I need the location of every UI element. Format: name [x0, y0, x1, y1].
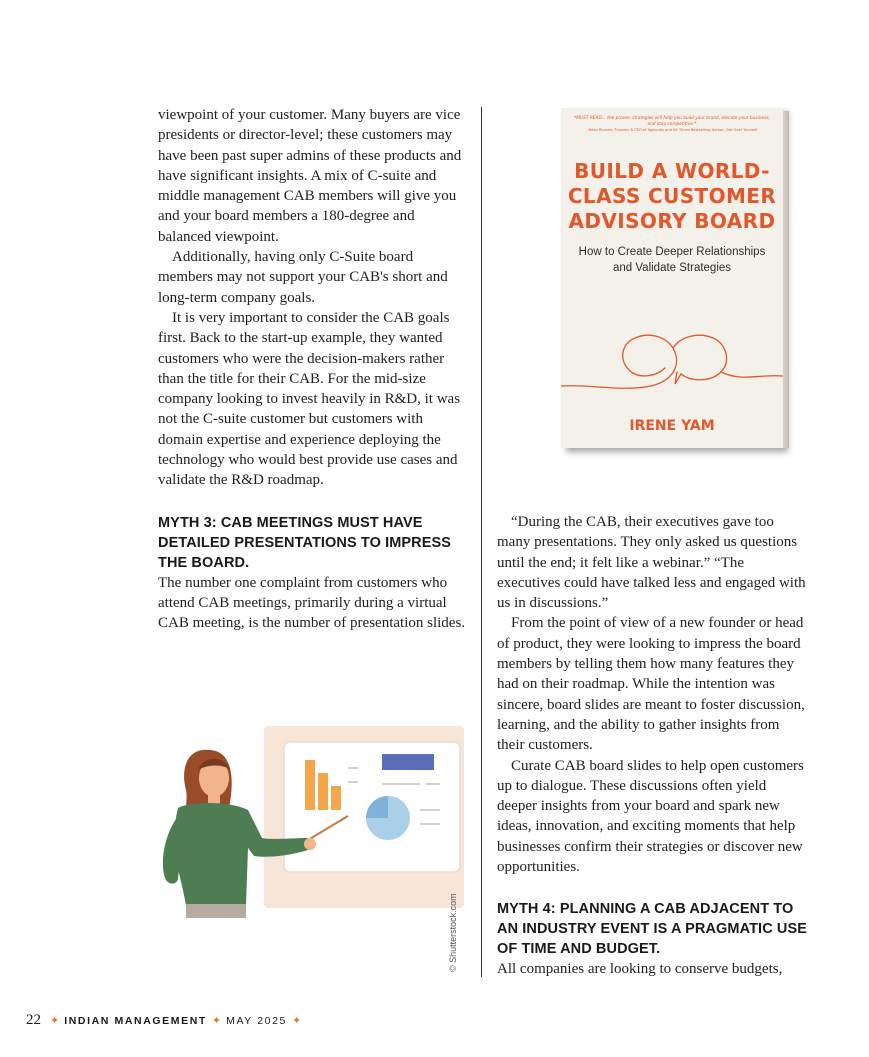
page-footer: [26, 1012, 306, 1029]
right-paragraph-1: “During the CAB, their executives gave too many presentations. They only asked us questions until the end; it felt like a webinar.” “The executives could have talked less and engaged with us in discussions.”: [497, 514, 806, 612]
right-column: [497, 512, 807, 980]
myth3-heading: MYTH 3: CAB MEETINGS MUST HAVE DETAILED PRESENTATIONS TO IMPRESS THE BOARD.: [158, 514, 452, 571]
book-page-edge: [783, 111, 789, 448]
star-icon: ✦: [211, 1015, 222, 1027]
presentation-illustration: [158, 698, 464, 974]
star-icon: ✦: [50, 1015, 60, 1027]
right-paragraph-3: Curate CAB board slides to help open customers up to dialogue. These discussions often yield deeper insights from your board and spark new ideas, innovation, and exciting moments that help businesses confirm their strategies or discover new opportunities.: [497, 757, 804, 876]
speech-bubbles-icon: [561, 312, 783, 412]
book-quote-author: –Brian Rounds, Founder & CEO of Agencies and NY Times Bestselling Author, Get Over Yourself: [586, 128, 758, 132]
issue-date: MAY 2025: [226, 1014, 288, 1027]
page-number: 22: [26, 1012, 41, 1028]
book-cover: [561, 108, 783, 448]
star-icon: ✦: [292, 1015, 302, 1027]
left-paragraph-4: The number one complaint from customers who attend CAB meetings, primarily during a virtual CAB meeting, is the number of presentation slides.: [158, 574, 466, 632]
book-quote: ❝MUST READ... the proven strategies will help you build your brand, elevate your business, and stay competitive.❞: [573, 116, 771, 127]
right-paragraph-2: From the point of view of a new founder or head of product, they were looking to impress the board members by telling them how many features they had on their roadmap. While the intention was sincere, board slides are meant to foster discussion, learning, and the ability to gather insights from their customers.: [497, 615, 805, 754]
book-subtitle: How to Create Deeper Relationships and Validate Strategies: [578, 246, 766, 274]
publication-name: INDIAN MANAGEMENT: [64, 1014, 207, 1027]
left-paragraph-2: Additionally, having only C-Suite board members may not support your CAB's short and long-term company goals.: [158, 249, 448, 306]
left-column: [158, 105, 468, 634]
left-paragraph-1: viewpoint of your customer. Many buyers are vice presidents or director-level; these customers may have been past super admins of these products and have significant insights. A mix of C-suite and middle management CAB members will give you and your board members a 180-degree and balanced viewpoint.: [158, 107, 462, 245]
image-credit: © Shutterstock.com: [448, 893, 458, 972]
left-paragraph-3: It is very important to consider the CAB goals first. Back to the start-up example, they wanted customers who were the decision-makers rather than the title for their CAB. For the mid-size company looking to invest heavily in R&D, it was not the C-suite customer but customers with domain expertise and experience deploying the technology who would best provide use cases and validate the R&D roadmap.: [158, 309, 461, 489]
column-divider: [481, 107, 482, 977]
right-paragraph-4: All companies are looking to conserve budgets,: [497, 961, 783, 978]
myth4-heading: MYTH 4: PLANNING A CAB ADJACENT TO AN INDUSTRY EVENT IS A PRAGMATIC USE OF TIME AND BUDGET.: [497, 901, 808, 958]
book-title: BUILD A WORLD-CLASS CUSTOMER ADVISORY BOARD: [567, 159, 777, 233]
book-author: IRENE YAM: [629, 418, 715, 434]
